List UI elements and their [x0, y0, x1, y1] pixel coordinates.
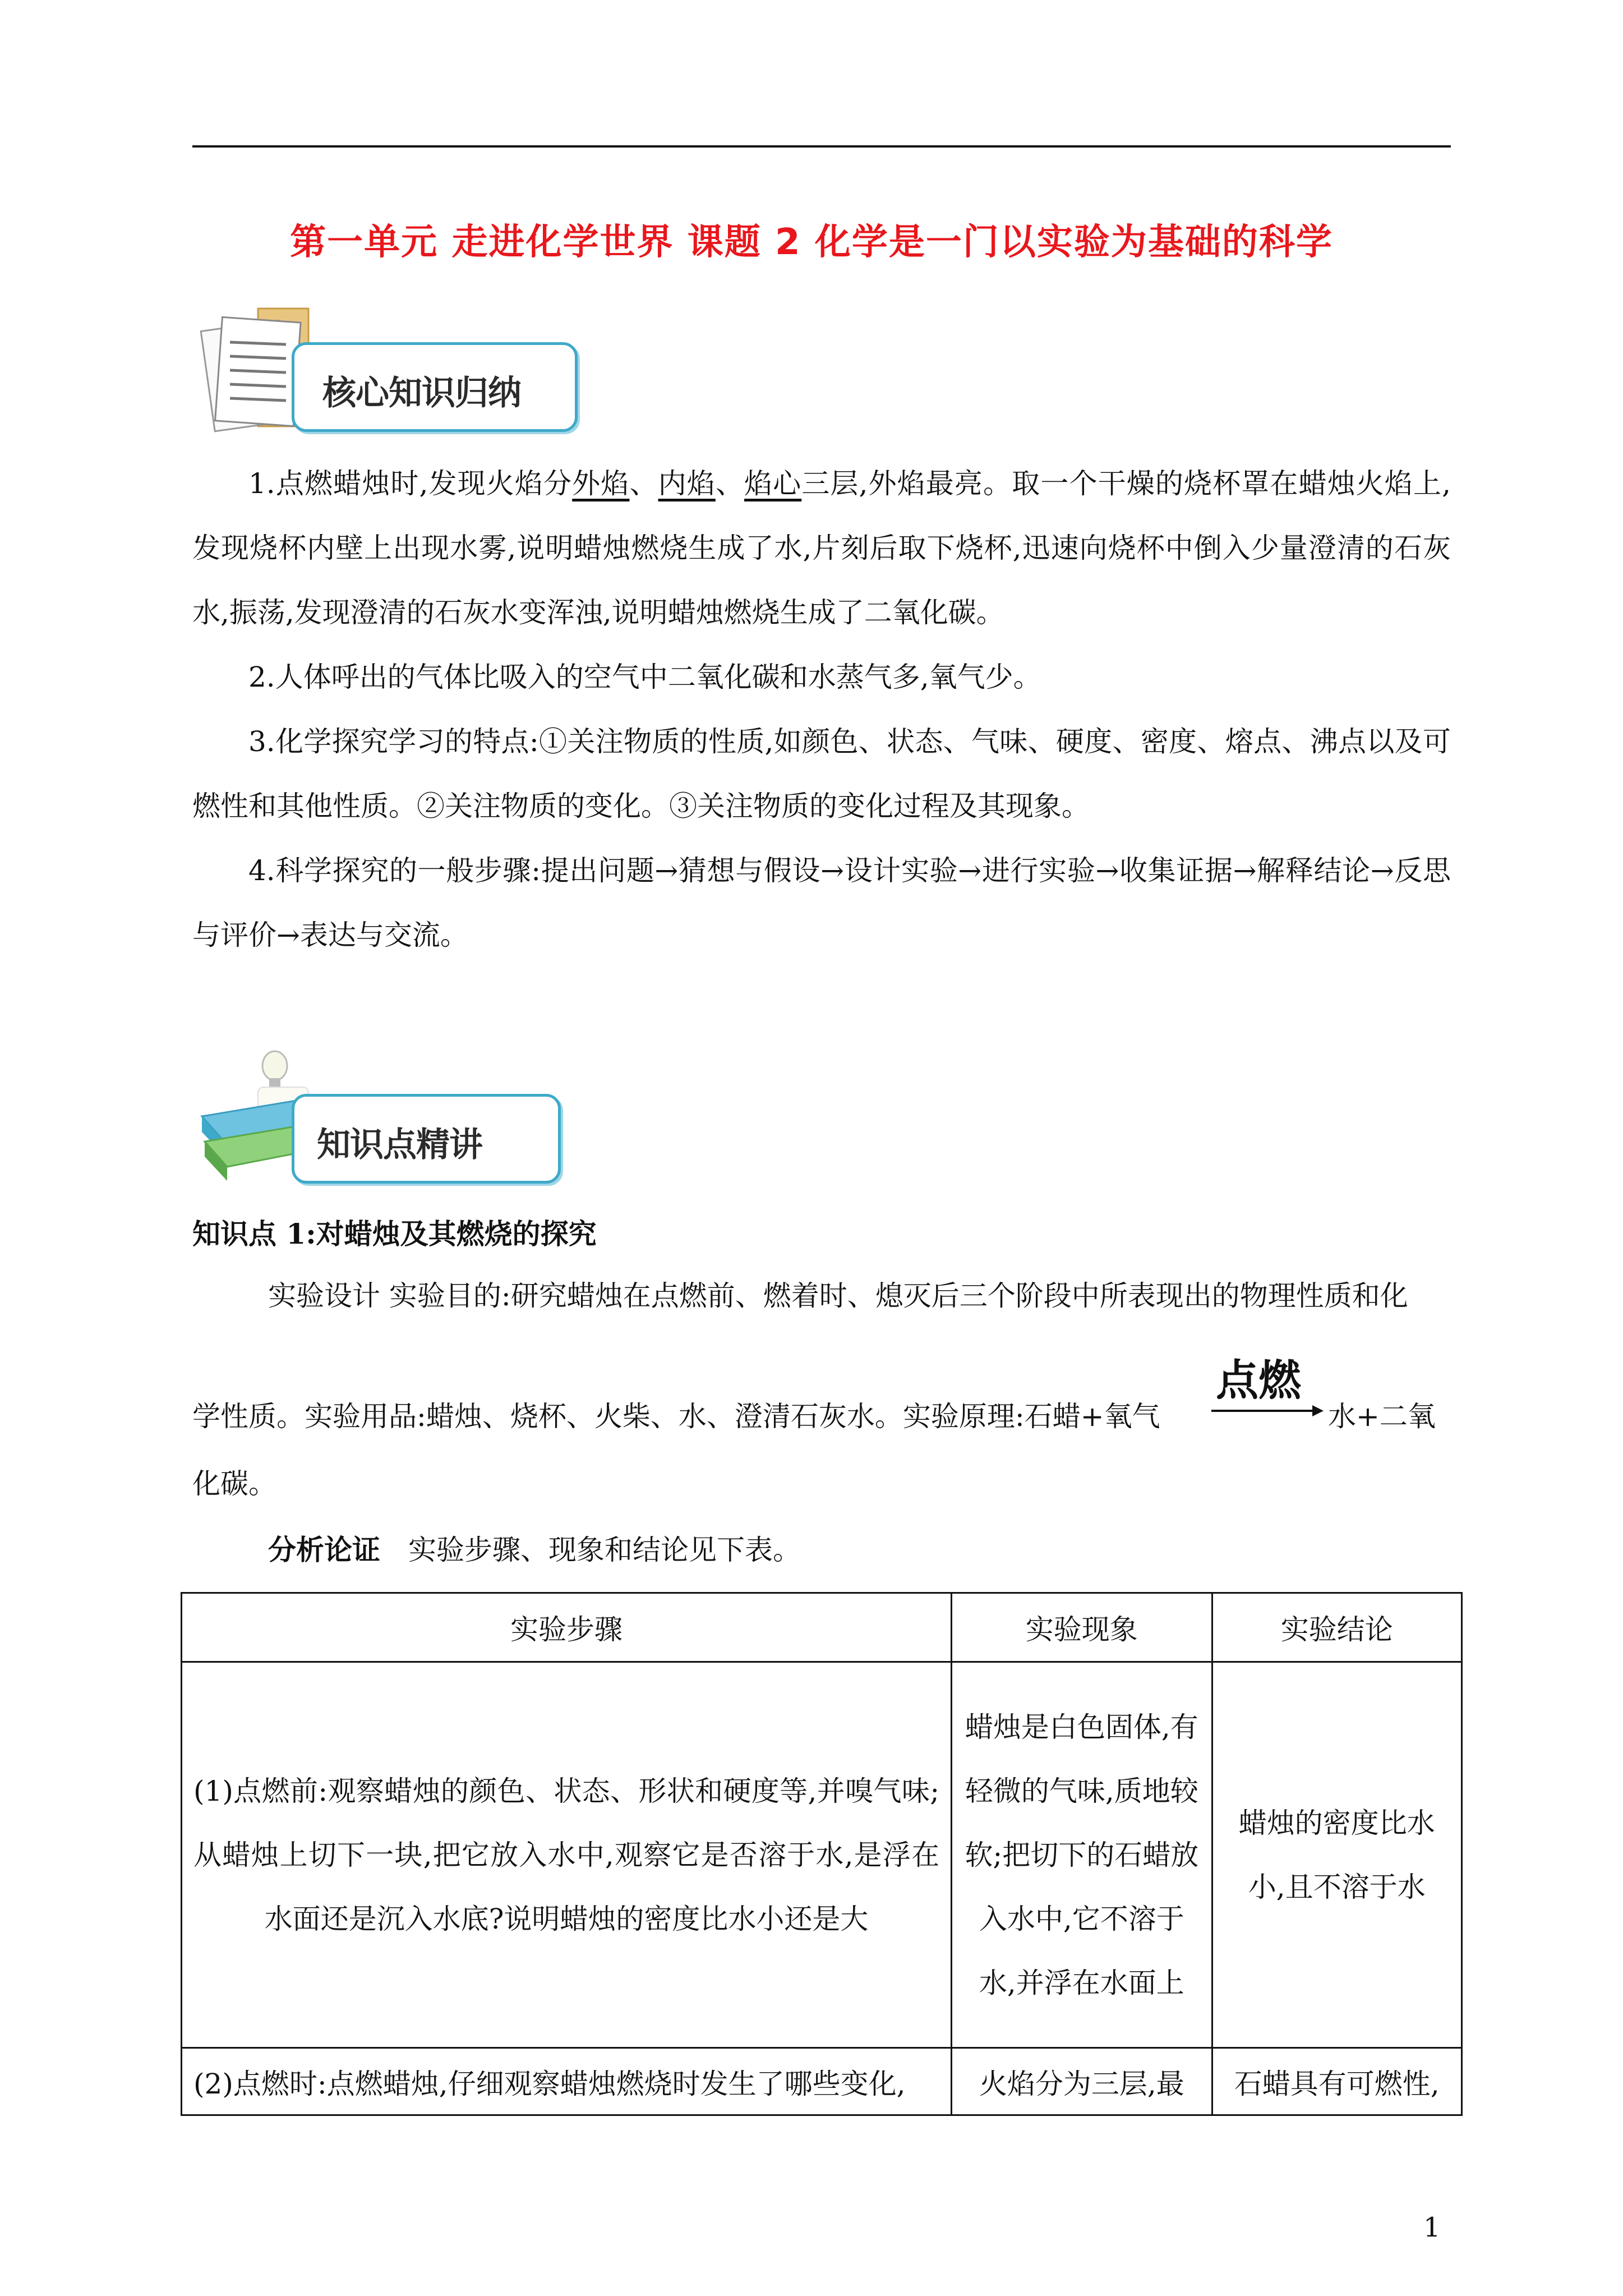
header-conclusion: 实验结论: [1212, 1593, 1461, 1662]
reaction-condition: 点燃: [1216, 1355, 1301, 1405]
table-row: [182, 2048, 1462, 2115]
analysis-label: 分析论证: [268, 1533, 380, 1566]
header-rule: [192, 145, 1451, 148]
core-item-3: 3.化学探究学习的特点:①关注物质的性质,如颜色、状态、气味、硬度、密度、熔点、沸点以及可燃性和其他性质。②关注物质的变化。③关注物质的变化过程及其现象。: [192, 725, 1451, 822]
row2-step: (2)点燃时:点燃蜡烛,仔细观察蜡烛燃烧时发生了哪些变化,: [182, 2048, 952, 2115]
core-knowledge-banner: [191, 303, 594, 443]
row2-phenomenon: 火焰分为三层,最: [952, 2048, 1212, 2115]
knowledge-points-banner: [191, 1038, 594, 1189]
analysis-text: 实验步骤、现象和结论见下表。: [408, 1534, 801, 1566]
page-title: 第一单元 走进化学世界 课题 2 化学是一门以实验为基础的科学: [290, 222, 1333, 263]
experiment-design-line-1: 实验设计 实验目的:研究蜡烛在点燃前、燃着时、熄灭后三个阶段中所表现出的物理性质和化: [268, 1280, 1408, 1312]
row2-conclusion: 石蜡具有可燃性,: [1212, 2048, 1461, 2115]
analysis-line: [268, 1530, 801, 1570]
knowledge-points-label-box: [292, 1094, 561, 1184]
core-item-4: 4.科学探究的一般步骤:提出问题→猜想与假设→设计实验→进行实验→收集证据→解释结论→反思与评价→表达与交流。: [192, 854, 1451, 951]
knowledge-points-label: 知识点精讲: [317, 1125, 482, 1165]
header-step: 实验步骤: [182, 1593, 952, 1662]
experiment-design-line-2: 学性质。实验用品:蜡烛、烧杯、火柴、水、澄清石灰水。实验原理:石蜡+氧气: [192, 1400, 1160, 1433]
table-row: [182, 1662, 1462, 2048]
core-item-1: 1.点燃蜡烛时,发现火焰分外焰、内焰、焰心三层,外焰最亮。取一个干燥的烧杯罩在蜡烛火焰上,发现烧杯内壁上出现水雾,说明蜡烛燃烧生成了水,片刻后取下烧杯,迅速向烧杯中倒入少量澄清的石灰水,振荡,发现澄清的石灰水变浑浊,说明蜡烛燃烧生成了二氧化碳。: [192, 467, 1451, 629]
experiment-table: [181, 1592, 1463, 2116]
right-arrow-icon: [1211, 1402, 1324, 1419]
row1-phenomenon: 蜡烛是白色固体,有轻微的气味,质地较软;把切下的石蜡放入水中,它不溶于水,并浮在水面上: [952, 1662, 1212, 2048]
core-knowledge-label-box: [292, 342, 578, 432]
underlined-term-outer-flame: 外焰: [572, 467, 630, 500]
core-knowledge-label: 核心知识归纳: [322, 374, 521, 413]
table-header-row: [182, 1593, 1462, 1662]
underlined-term-flame-core: 焰心: [744, 467, 802, 500]
row1-step: (1)点燃前:观察蜡烛的颜色、状态、形状和硬度等,并嗅气味;从蜡烛上切下一块,把它放入水中,观察它是否溶于水,是浮在水面还是沉入水底?说明蜡烛的密度比水小还是大: [182, 1662, 952, 2048]
knowledge-point-1-heading: 知识点 1:对蜡烛及其燃烧的探究: [192, 1217, 597, 1250]
core-item-2: 2.人体呼出的气体比吸入的空气中二氧化碳和水蒸气多,氧气少。: [248, 661, 1041, 693]
header-phenomenon: 实验现象: [952, 1593, 1212, 1662]
reaction-arrow: [1211, 1346, 1324, 1425]
experiment-design-line-2-end: 水+二氧: [1328, 1400, 1436, 1433]
core-knowledge-content: [192, 452, 1451, 968]
underlined-term-inner-flame: 内焰: [658, 467, 716, 500]
page-number: 1: [1423, 2212, 1441, 2243]
experiment-design-line-3: 化碳。: [192, 1467, 276, 1500]
row1-conclusion: 蜡烛的密度比水小,且不溶于水: [1212, 1662, 1461, 2048]
